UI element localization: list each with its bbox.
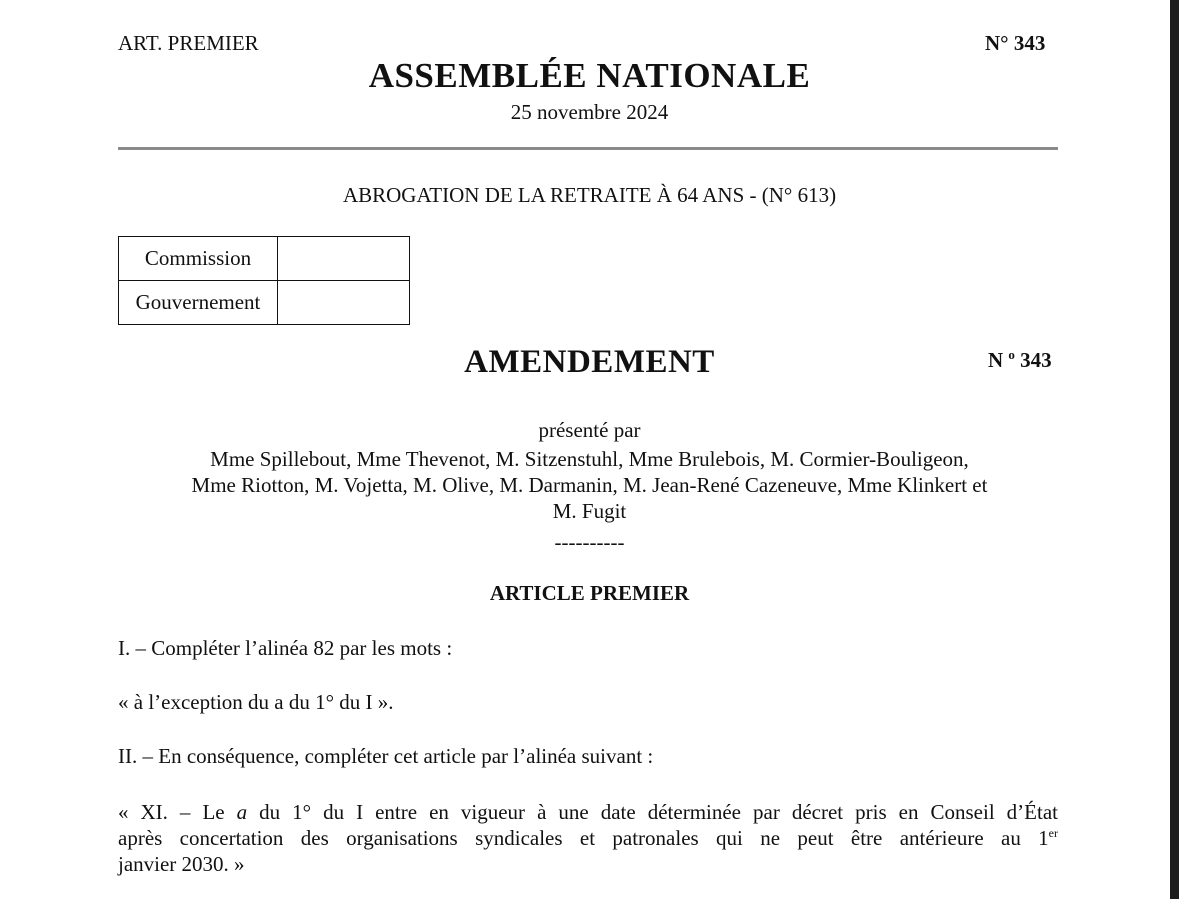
presented-by: présenté par [538,418,641,442]
article-heading: ARTICLE PREMIER [489,581,690,605]
authors-separator: ---------- [554,530,625,554]
authors-line: Mme Spillebout, Mme Thevenot, M. Sitzenstuhl, Mme Brulebois, M. Cormier-Bouligeon, [210,447,969,471]
avis-value-commission [278,237,410,281]
amendment-number-value: 343 [1020,348,1052,372]
quote-line1-italic: a [236,800,248,824]
quote-line1-end: du 1° du I entre en vigueur à une date déterminée par décret pris en Conseil d’État [247,800,1058,824]
institution-title: ASSEMBLÉE NATIONALE [368,56,811,95]
quote-line: janvier 2030. » [118,852,245,876]
authors-line: Mme Riotton, M. Vojetta, M. Olive, M. Darmanin, M. Jean-René Cazeneuve, Mme Klinkert et [191,473,988,497]
document-date: 25 novembre 2024 [510,100,669,124]
article-label: ART. PREMIER [118,31,259,55]
paragraph-two: « à l’exception du a du 1° du I ». [118,690,394,714]
table-row [119,281,410,325]
amendment-number-sup: o [1008,347,1015,362]
avis-label-gouvernement: Gouvernement [119,281,278,325]
authors-line: M. Fugit [552,499,627,523]
dossier-title: ABROGATION DE LA RETRAITE À 64 ANS - (N° 613) [342,183,837,207]
avis-table [118,236,410,325]
amendment-title: AMENDEMENT [464,344,715,380]
paragraph-one: I. – Compléter l’alinéa 82 par les mots : [118,636,453,660]
quoted-paragraph [118,799,1058,877]
avis-label-commission: Commission [119,237,278,281]
table-row [119,237,410,281]
quote-line [118,825,1058,851]
quote-line [118,799,1058,825]
paragraph-three: II. – En conséquence, compléter cet article par l’alinéa suivant : [118,744,654,768]
amendment-number-prefix: N [988,348,1004,372]
quote-line2-start: après concertation des organisations syndicales et patronales qui ne peut être antérieure au 1 [118,826,1049,850]
amendment-number [988,347,1052,373]
avis-value-gouvernement [278,281,410,325]
authors-list [0,446,1179,524]
quote-line1-start: « XI. – Le [118,800,237,824]
header-divider [118,147,1058,150]
quote-line2-sup: er [1048,826,1058,840]
amendment-number-header: N° 343 [985,31,1046,55]
